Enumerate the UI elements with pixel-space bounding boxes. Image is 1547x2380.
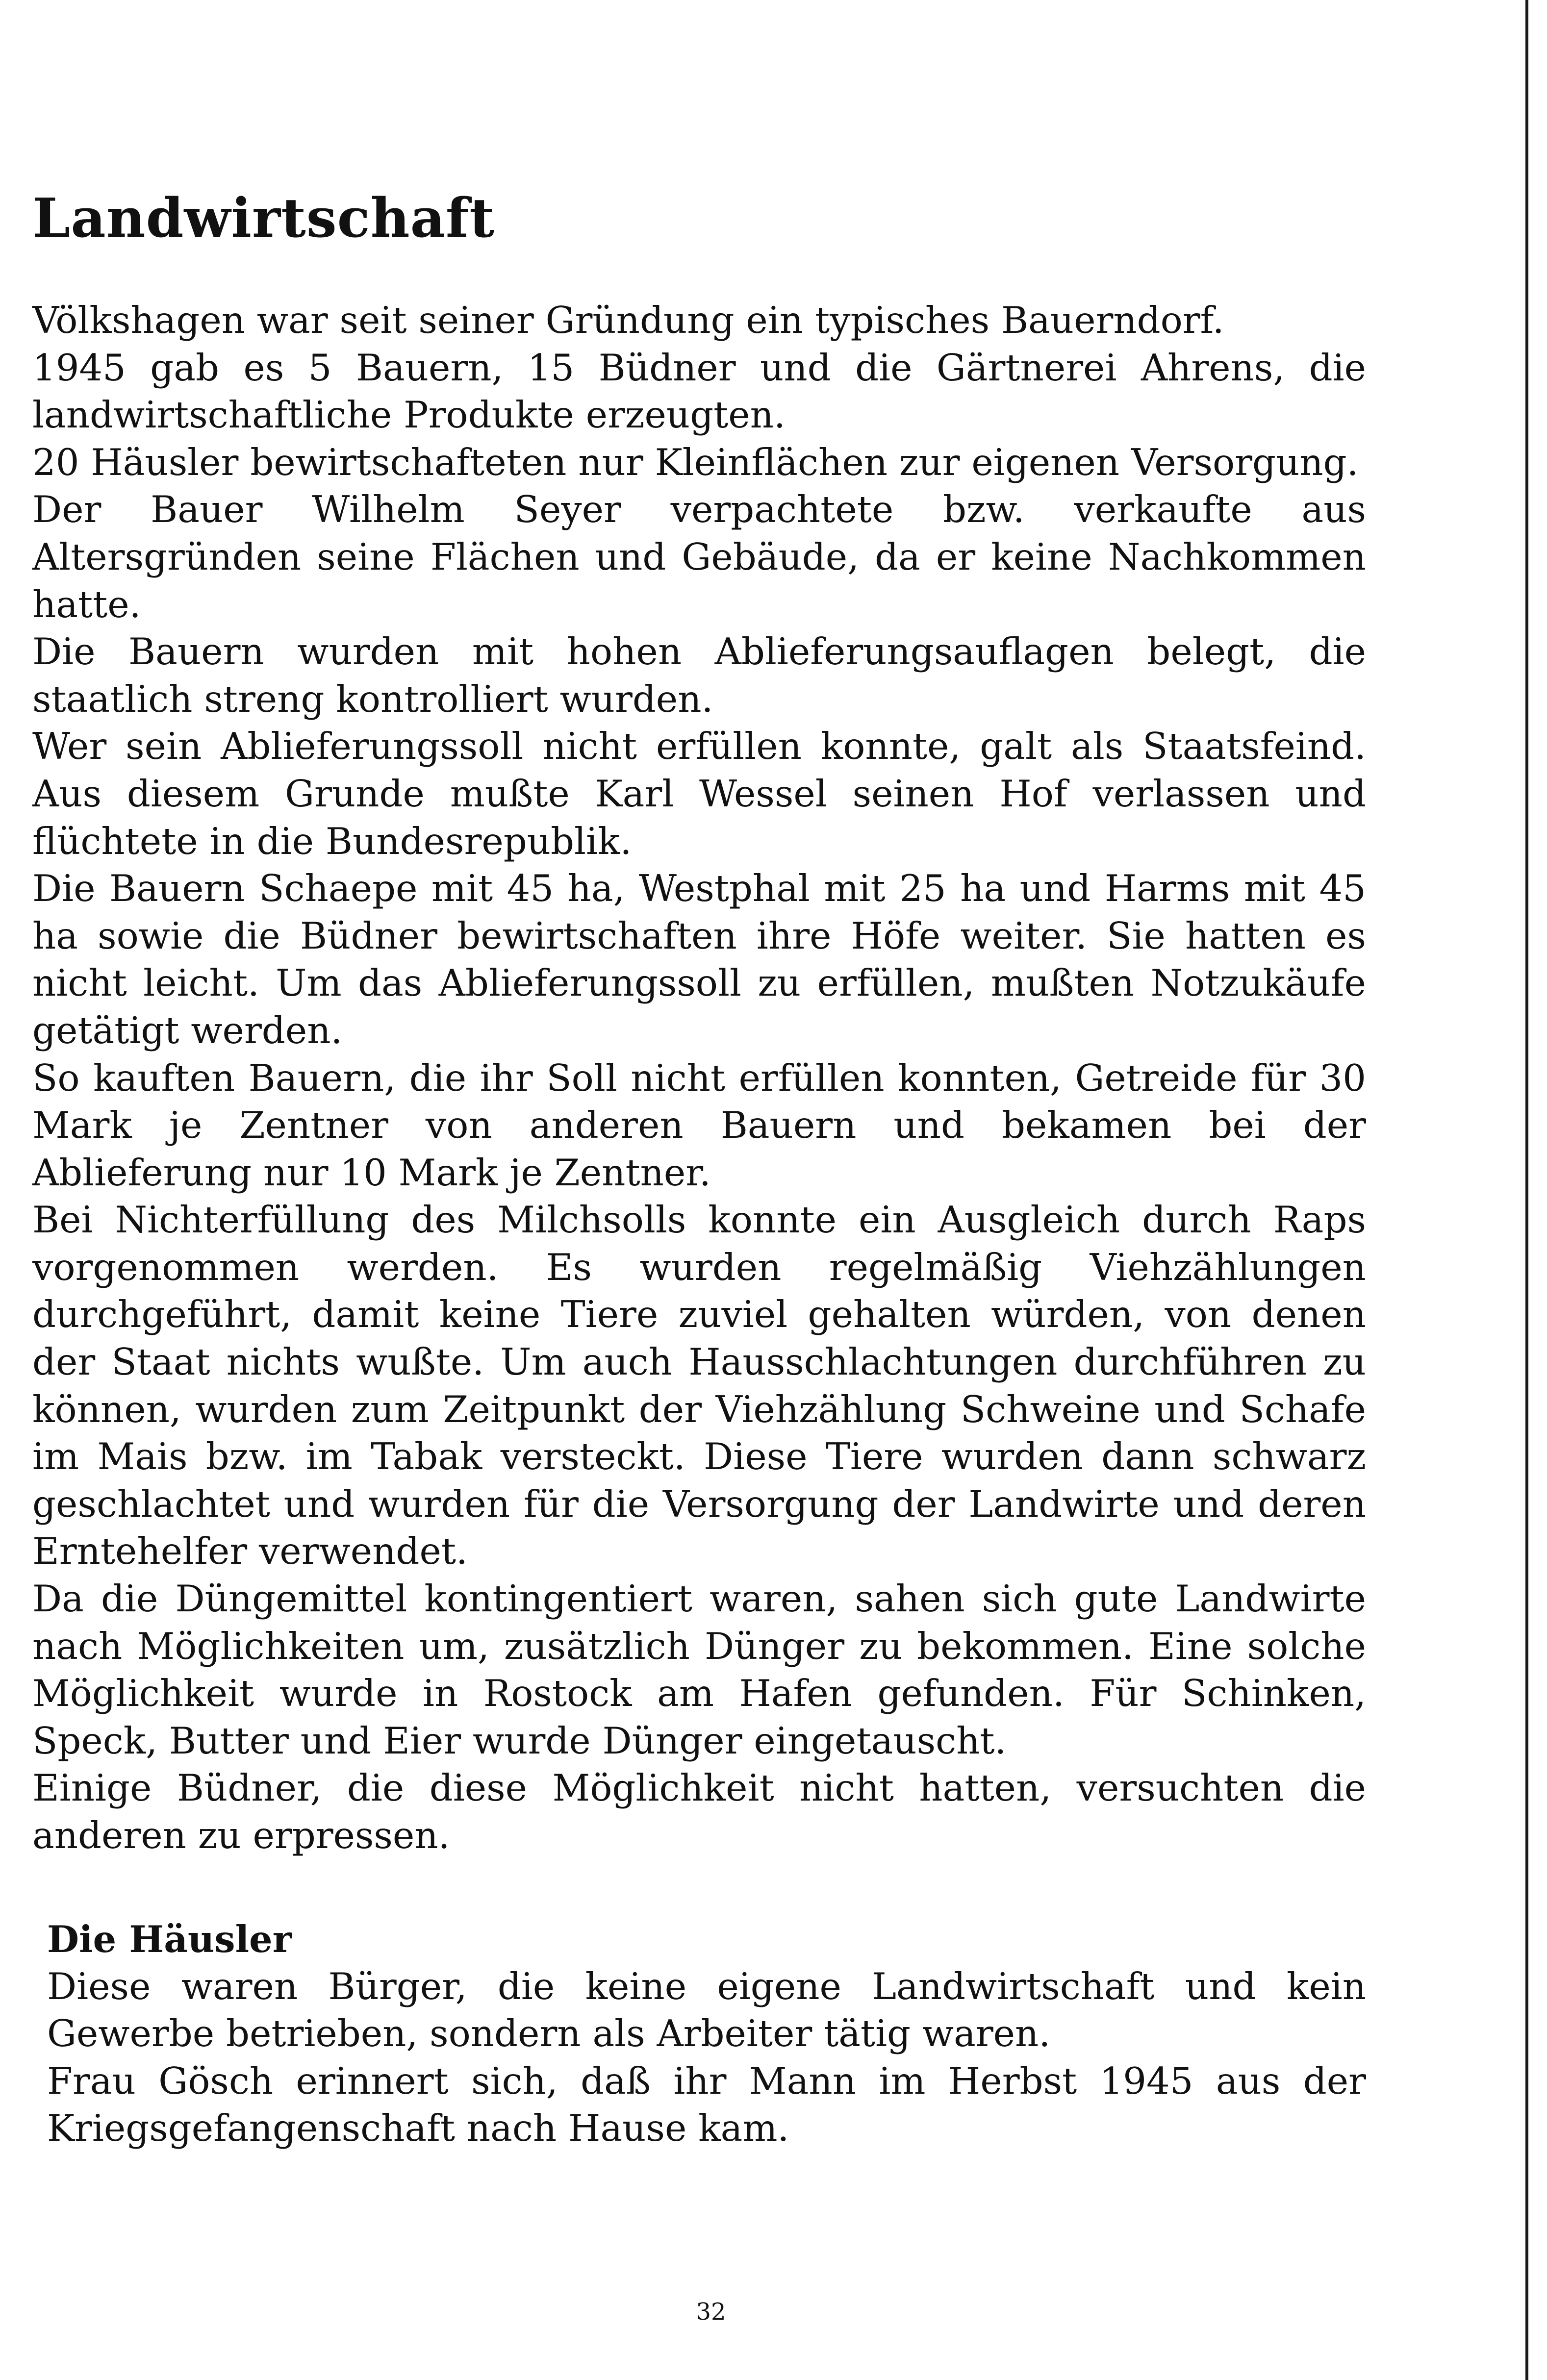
- paragraph-5: Die Bauern wurden mit hohen Ablieferungsauflagen belegt, die staatlich streng kontrolliert wurden.: [32, 630, 1366, 721]
- paragraph-11: Einige Büdner, die diese Möglichkeit nicht hatten, versuchten die anderen zu erpressen.: [32, 1766, 1366, 1857]
- paragraph-2: 1945 gab es 5 Bauern, 15 Büdner und die Gärtnerei Ahrens, die landwirtschaftliche Produkte erzeugten.: [32, 346, 1366, 437]
- page-edge-line: [1525, 0, 1528, 2380]
- paragraph-8: So kauften Bauern, die ihr Soll nicht erfüllen konnten, Getreide für 30 Mark je Zentner von anderen Bauern und bekamen bei der Ablieferung nur 10 Mark je Zentner.: [32, 1056, 1366, 1194]
- section-paragraph-2: Frau Gösch erinnert sich, daß ihr Mann im Herbst 1945 aus der Kriegsgefangenschaft nach Hause kam.: [47, 2059, 1366, 2150]
- paragraph-10: Da die Düngemittel kontingentiert waren, sahen sich gute Landwirte nach Möglichkeiten um, zusätzlich Dünger zu bekommen. Eine solche Möglichkeit wurde in Rostock am Hafen gefunden. Für Schinken, Speck, Butter und Eier wurde Dünger eingetauscht.: [32, 1577, 1366, 1762]
- paragraph-3: 20 Häusler bewirtschafteten nur Kleinflächen zur eigenen Versorgung.: [32, 440, 1359, 484]
- paragraph-7: Die Bauern Schaepe mit 45 ha, Westphal mit 25 ha und Harms mit 45 ha sowie die Büdner bewirtschaften ihre Höfe weiter. Sie hatten es nicht leicht. Um das Ablieferungssoll zu erfüllen, mußten Notzukäufe getätigt werden.: [32, 867, 1366, 1052]
- section-paragraph-1: Diese waren Bürger, die keine eigene Landwirtschaft und kein Gewerbe betrieben, sondern als Arbeiter tätig waren.: [47, 1964, 1366, 2055]
- page-content: [32, 186, 1366, 2152]
- paragraph-1: Völkshagen war seit seiner Gründung ein typisches Bauerndorf.: [32, 299, 1224, 342]
- main-text: [32, 297, 1366, 1859]
- paragraph-9: Bei Nichterfüllung des Milchsolls konnte ein Ausgleich durch Raps vorgenommen werden. Es wurden regelmäßig Viehzählungen durchgeführt, damit keine Tiere zuviel gehalten würden, von denen der Staat nichts wußte. Um auch Hausschlachtungen durchführen zu können, wurden zum Zeitpunkt der Viehzählung Schweine und Schafe im Mais bzw. im Tabak versteckt. Diese Tiere wurden dann schwarz geschlachtet und wurden für die Versorgung der Landwirte und deren Erntehelfer verwendet.: [32, 1198, 1366, 1573]
- page-title: Landwirtschaft: [32, 186, 495, 250]
- section-haeusler: [32, 1916, 1366, 2152]
- page-number: 32: [696, 2298, 726, 2326]
- paragraph-6: Wer sein Ablieferungssoll nicht erfüllen konnte, galt als Staatsfeind. Aus diesem Grunde mußte Karl Wessel seinen Hof verlassen und flüchtete in die Bundesrepublik.: [32, 725, 1366, 863]
- paragraph-4: Der Bauer Wilhelm Seyer verpachtete bzw. verkaufte aus Altersgründen seine Flächen und Gebäude, da er keine Nachkommen hatte.: [32, 488, 1366, 626]
- section-heading: Die Häusler: [47, 1917, 292, 1961]
